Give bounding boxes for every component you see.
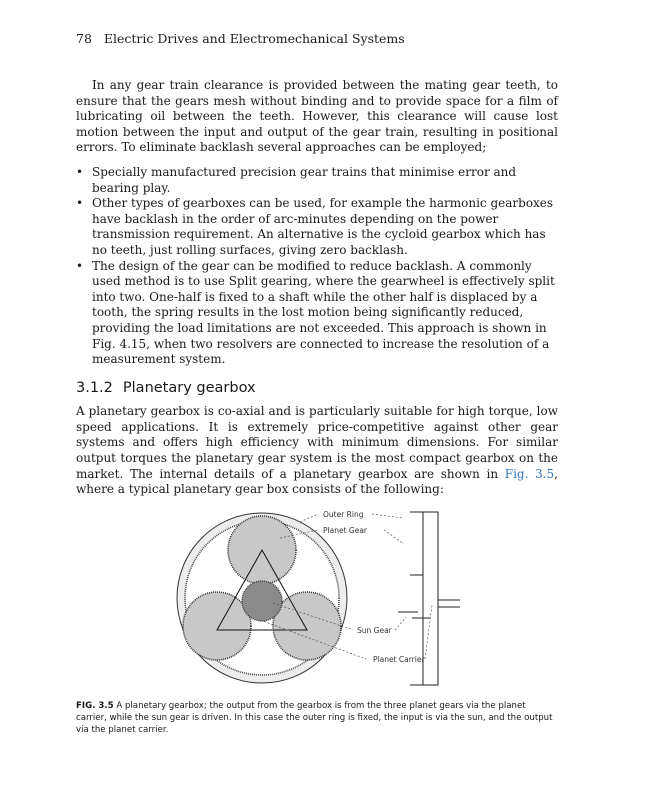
planet-gear-right [273,592,341,660]
sun-gear [242,581,282,621]
caption-label: FIG. 3.5 [76,701,114,711]
bullet-icon: • [76,164,84,179]
section-number: 3.1.2 [76,379,113,396]
figure-caption [76,700,558,736]
figure-link[interactable]: Fig. 3.5 [504,466,555,481]
section-title: Planetary gearbox [122,379,256,396]
sun-gear-label: Sun Gear [357,626,392,635]
bullet-text: Specially manufactured precision gear trains that minimise error and bearing play. [92,164,517,195]
bullet-icon: • [76,196,84,211]
bullet-list [76,165,558,368]
planetary-gearbox-figure [160,500,480,695]
list-item [76,165,558,196]
gearbox-diagram [160,500,480,695]
paragraph-text: A planetary gearbox is co-axial and is particularly suitable for high torque, low speed applications. It is extremely price-competitive against other gear systems and offers high efficiency with minimum dimensions. For similar output torques the planetary gear system is the most compact gearbox on the market. The internal details of a planetary gearbox are shown in [76,404,558,481]
bullet-text: The design of the gear can be modified to reduce backlash. A commonly used method is to use Split gearing, where the gearwheel is effectively split into two. One-half is fixed to a shaft while the other half is displaced by a tooth, the spring results in the lost motion being significantly reduced, providing the load limitations are not exceeded. This approach is shown in Fig. 4.15, when two resolvers are connected to increase the resolution of a measurement system. [92,258,555,367]
bullet-icon: • [76,258,84,273]
intro-paragraph: In any gear train clearance is provided between the mating gear teeth, to ensure that the gears mesh without binding and to provide space for a film of lubricating oil between the teeth. However, this clearance will cause lost motion between the input and output of the gear train, resulting in positional errors. To eliminate backlash several approaches can be employed; [76,78,558,155]
paragraph-text-end: , where a typical planetary gear box consists of the following: [76,466,558,497]
planet-carrier-label: Planet Carrier [373,655,425,664]
running-header [76,31,405,46]
bullet-text: Other types of gearboxes can be used, for example the harmonic gearboxes have backlash in the order of arc-minutes depending on the power transmission requirement. An alternative is the cycloid gearbox which has no teeth, just rolling surfaces, giving zero backlash. [92,196,554,257]
planet-gear-label: Planet Gear [323,526,368,535]
body-text [76,78,558,498]
running-title: Electric Drives and Electromechanical Systems [103,31,405,46]
section-heading [76,381,558,397]
planet-gear-left [183,592,251,660]
section-paragraph [76,404,558,498]
outer-ring-label: Outer Ring [323,510,364,519]
page-number: 78 [76,31,92,46]
list-item [76,196,558,258]
list-item [76,259,558,368]
caption-text: A planetary gearbox; the output from the gearbox is from the three planet gears via the planet carrier, while the sun gear is driven. In this case the outer ring is fixed, the input is via the sun, and the output via the planet carrier. [76,701,553,735]
